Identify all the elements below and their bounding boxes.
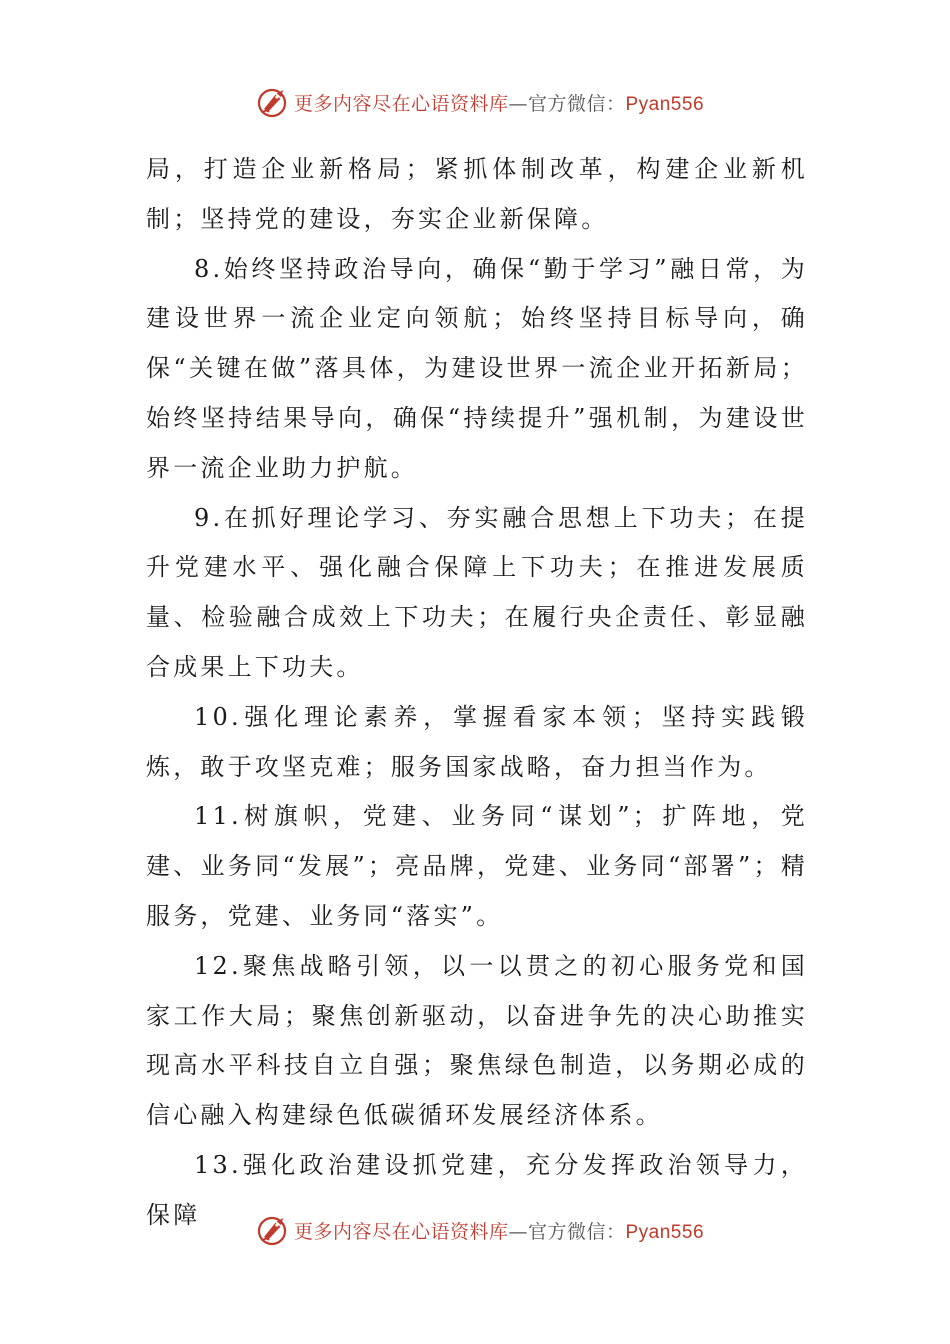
paragraph-item-11: 11.树旗帜，党建、业务同“谋划”；扩阵地，党建、业务同“发展”；亮品牌，党建、业务同“部署”；精服务，党建、业务同“落实”。 [146, 802, 808, 930]
watermark-handle: Pyan556 [625, 93, 705, 115]
paragraph-item-10: 10.强化理论素养，掌握看家本领；坚持实践锻炼，敢于攻坚克难；服务国家战略，奋力担当作为。 [146, 702, 808, 781]
paragraph-item-9: 9.在抓好理论学习、夯实融合思想上下功夫；在提升党建水平、强化融合保障上下功夫；在推进发展质量、检验融合成效上下功夫；在履行央企责任、彰显融合成果上下功夫。 [146, 503, 808, 681]
watermark-group [256, 85, 704, 119]
paragraph-item-12: 12.聚焦战略引领，以一以贯之的初心服务党和国家工作大局；聚焦创新驱动，以奋进争先的决心助推实现高水平科技自立自强；聚焦绿色制造，以务期必成的信心融入构建绿色低碳循环发展经济体系。 [146, 951, 808, 1130]
paragraph-continuation: 局，打造企业新格局；紧抓体制改革，构建企业新机制；坚持党的建设，夯实企业新保障。 [146, 155, 808, 233]
watermark-handle: Pyan556 [625, 1221, 705, 1243]
watermark-dash: — [508, 1220, 528, 1243]
watermark-site-text: 更多内容尽在心语资料库 [293, 92, 509, 115]
pen-nib-logo-icon [256, 85, 290, 119]
pen-nib-logo-icon [256, 1213, 290, 1247]
document-body [146, 145, 808, 1241]
paragraph-item-13: 13.强化政治建设抓党建，充分发挥政治领导力，保障 [146, 1150, 808, 1229]
paragraph-item-8: 8.始终坚持政治导向，确保“勤于学习”融日常，为建设世界一流企业定向领航；始终坚持目标导向，确保“关键在做”落具体，为建设世界一流企业开拓新局；始终坚持结果导向，确保“持续提升”强机制，为建设世界一流企业助力护航。 [146, 254, 808, 482]
watermark-wechat-label: 官方微信： [527, 92, 626, 115]
watermark-dash: — [508, 92, 528, 115]
watermark-site-text: 更多内容尽在心语资料库 [293, 1220, 509, 1243]
watermark-group [256, 1213, 704, 1247]
header-watermark [0, 78, 950, 126]
watermark-text [294, 1217, 704, 1244]
watermark-wechat-label: 官方微信： [527, 1220, 626, 1243]
watermark-text [294, 89, 704, 116]
footer-watermark [0, 1206, 950, 1254]
